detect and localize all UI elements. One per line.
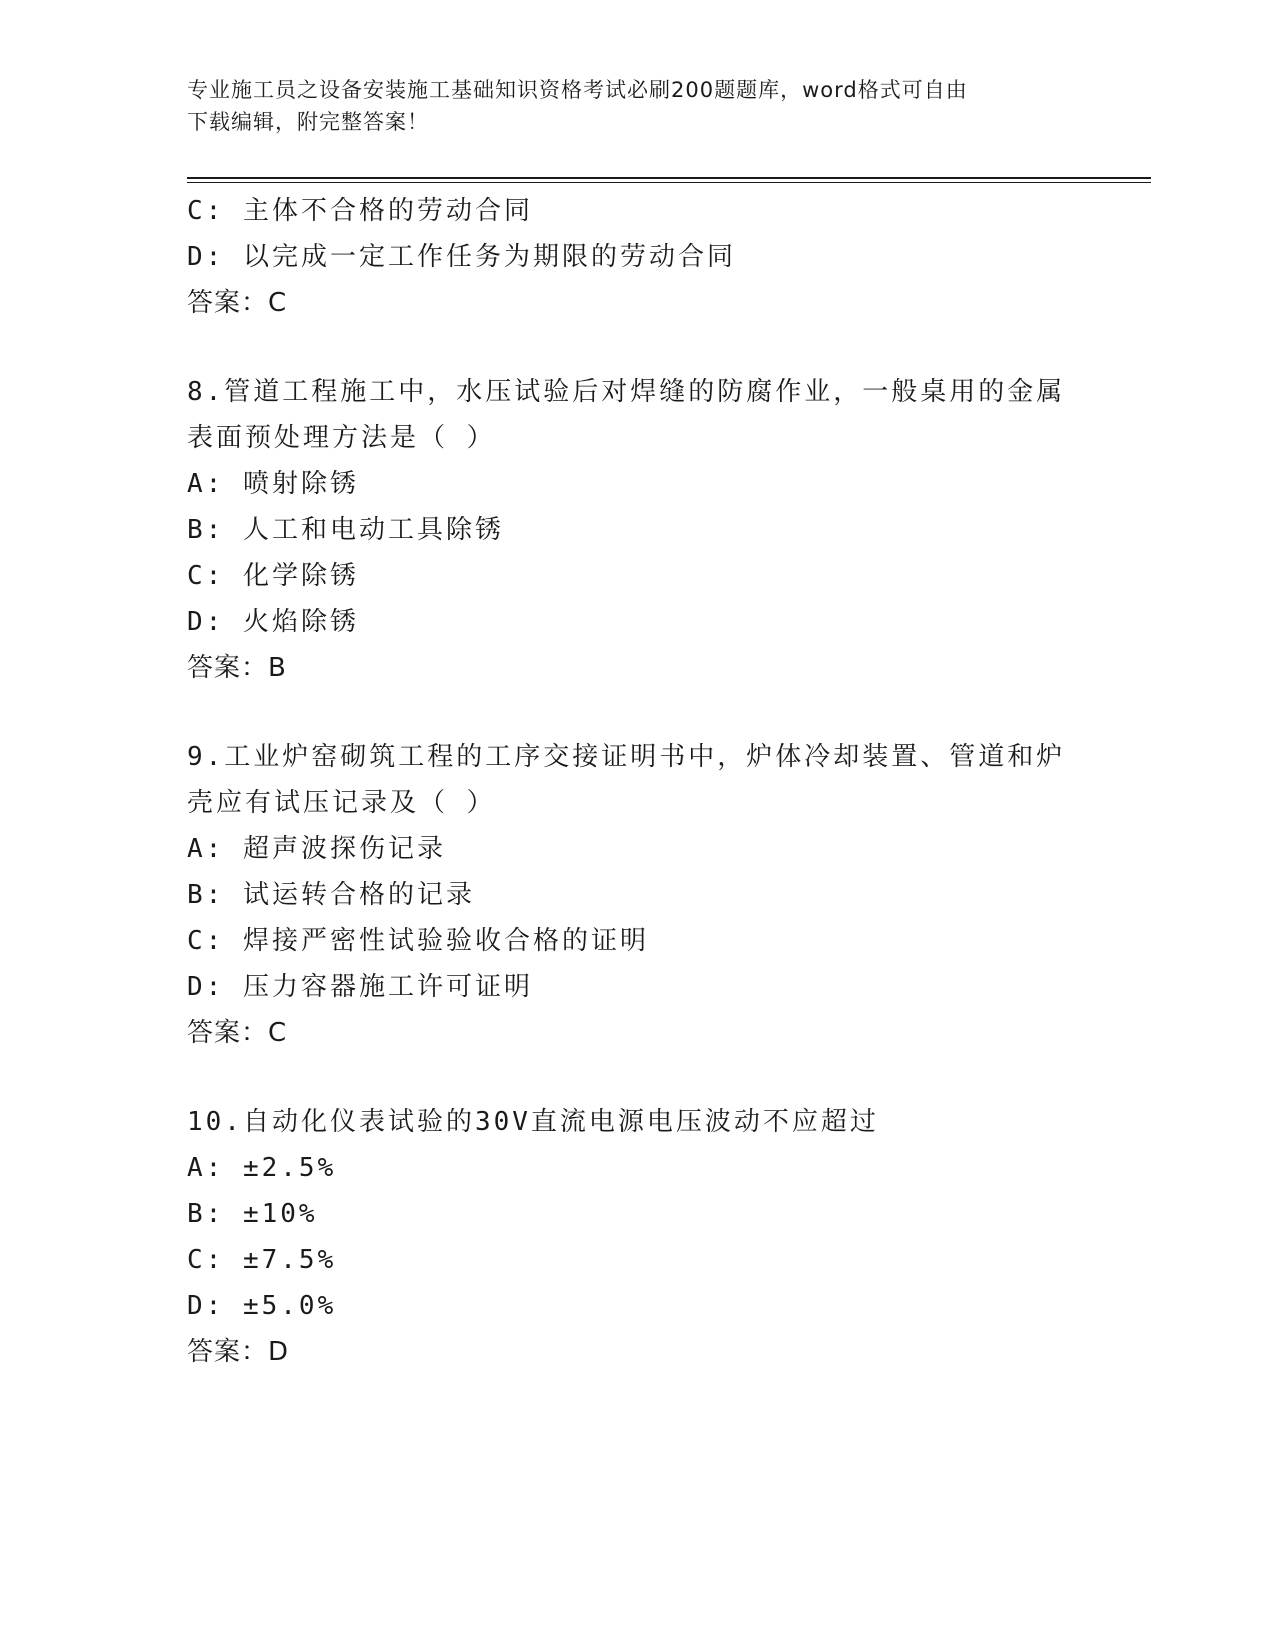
- document-header: [187, 74, 1087, 138]
- option-a: A: ±2.5%: [187, 1153, 337, 1183]
- header-divider-thin: [187, 182, 1151, 183]
- question-list: [187, 188, 1087, 1375]
- option-b: B: 人工和电动工具除锈: [187, 515, 504, 545]
- question-stem-line-1: 10.自动化仪表试验的30V直流电源电压波动不应超过: [187, 1107, 879, 1137]
- question-10: [187, 1099, 1087, 1375]
- option-c: C: 焊接严密性试验验收合格的证明: [187, 926, 649, 956]
- question-7-continued: [187, 188, 1087, 326]
- option-b: B: ±10%: [187, 1199, 318, 1229]
- option-c: C: 化学除锈: [187, 561, 359, 591]
- option-d: D: ±5.0%: [187, 1291, 337, 1321]
- option-a: A: 超声波探伤记录: [187, 834, 446, 864]
- question-stem-line-1: 9.工业炉窑砌筑工程的工序交接证明书中，炉体冷却装置、管道和炉: [187, 742, 1066, 772]
- question-8: [187, 369, 1087, 691]
- header-divider-thick: [187, 177, 1151, 179]
- header-line-1: 专业施工员之设备安装施工基础知识资格考试必刷200题题库，word格式可自由: [187, 78, 968, 102]
- option-c: C: ±7.5%: [187, 1245, 337, 1275]
- answer: 答案：C: [187, 1018, 288, 1048]
- option-d: D: 压力容器施工许可证明: [187, 972, 533, 1002]
- option-c: C: 主体不合格的劳动合同: [187, 196, 533, 226]
- answer: 答案：D: [187, 1337, 290, 1367]
- answer: 答案：C: [187, 288, 288, 318]
- question-9: [187, 734, 1087, 1056]
- question-stem-line-2: 表面预处理方法是（ ）: [187, 423, 496, 453]
- option-a: A: 喷射除锈: [187, 469, 359, 499]
- question-stem-line-1: 8.管道工程施工中，水压试验后对焊缝的防腐作业，一般桌用的金属: [187, 377, 1066, 407]
- question-stem-line-2: 壳应有试压记录及（ ）: [187, 788, 496, 818]
- header-line-2: 下载编辑，附完整答案！: [187, 110, 429, 134]
- option-b: B: 试运转合格的记录: [187, 880, 475, 910]
- answer: 答案：B: [187, 653, 287, 683]
- option-d: D: 火焰除锈: [187, 607, 359, 637]
- option-d: D: 以完成一定工作任务为期限的劳动合同: [187, 242, 736, 272]
